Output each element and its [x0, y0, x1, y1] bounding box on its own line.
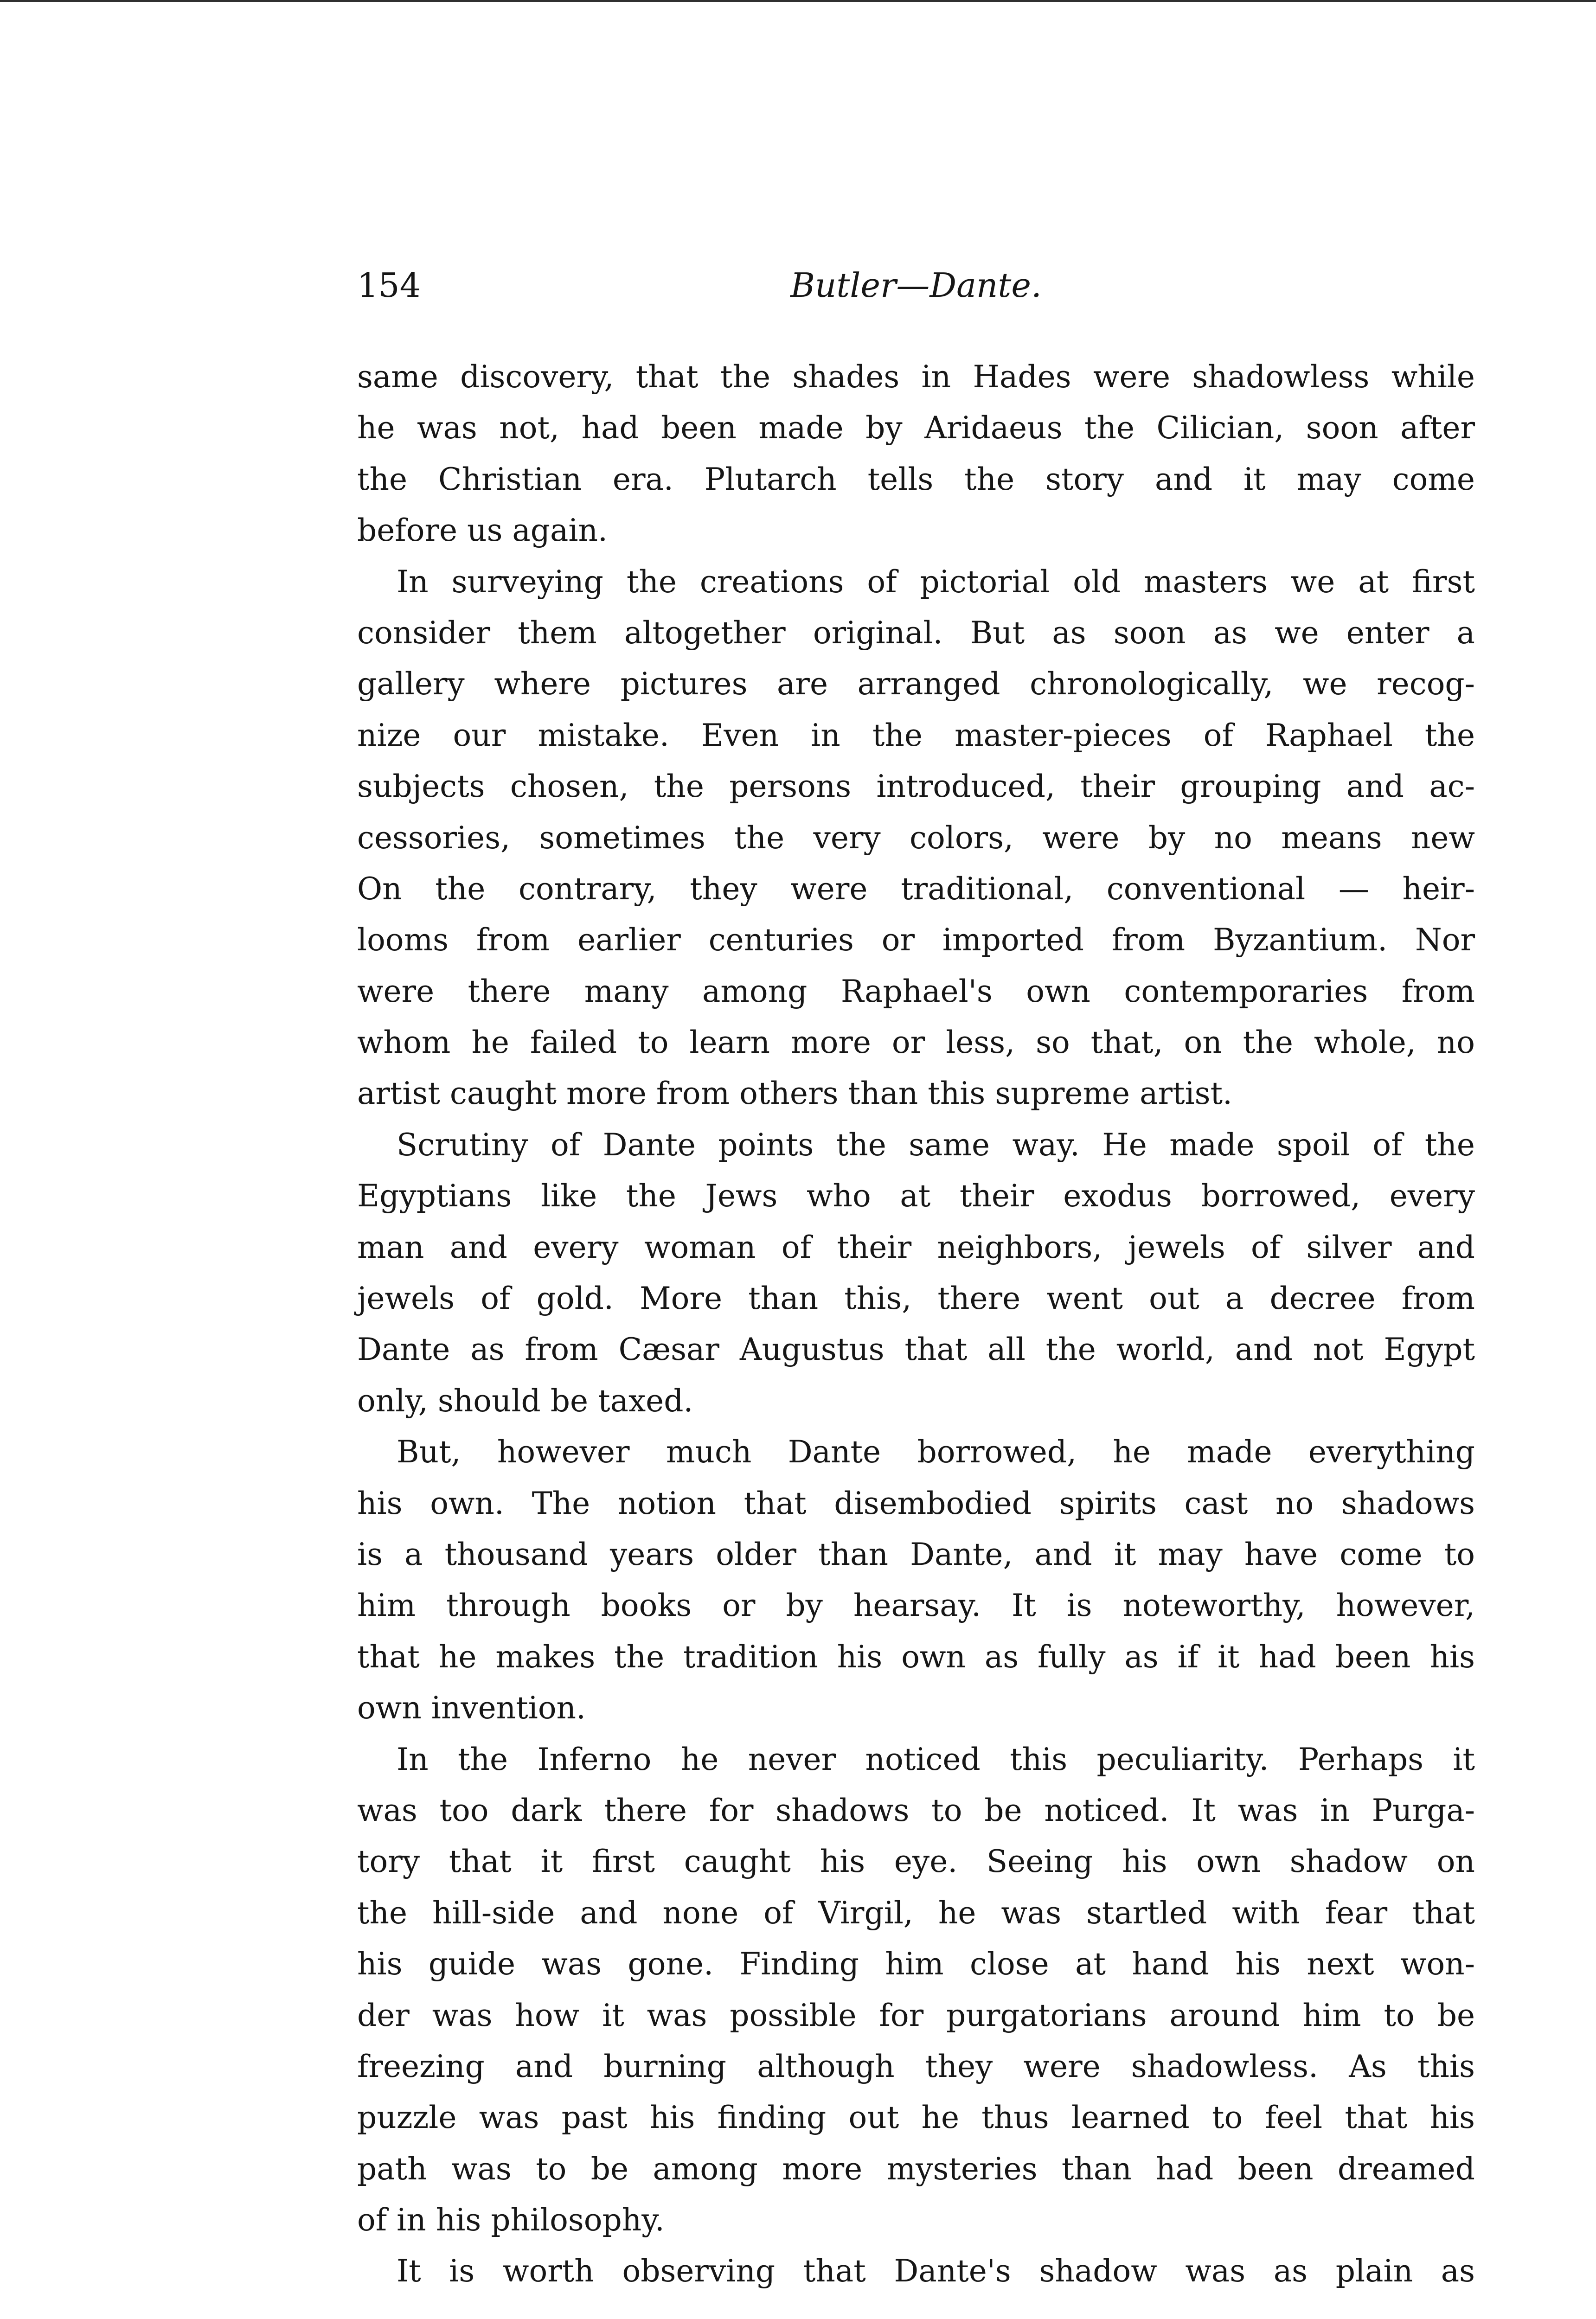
text-line: On the contrary, they were traditional, conventional — heir- — [357, 871, 1475, 907]
text-line: Egyptians like the Jews who at their exodus borrowed, every — [357, 1178, 1475, 1214]
text-line: der was how it was possible for purgatorians around him to be — [357, 1997, 1475, 2033]
text-line: puzzle was past his finding out he thus learned to feel that his — [357, 2100, 1475, 2136]
text-line: own invention. — [357, 1690, 586, 1726]
text-line: of in his philosophy. — [357, 2202, 665, 2238]
text-line: that he makes the tradition his own as fully as if it had been his — [357, 1639, 1475, 1675]
text-line: In the Inferno he never noticed this peculiarity. Perhaps it — [397, 1741, 1475, 1777]
running-title: Butler—Dante. — [790, 266, 1042, 305]
text-line: were there many among Raphael's own contemporaries from — [357, 973, 1475, 1009]
text-line: the Christian era. Plutarch tells the story and it may come — [357, 461, 1475, 497]
text-line: path was to be among more mysteries than had been dreamed — [357, 2151, 1475, 2187]
text-line: It is worth observing that Dante's shadow was as plain as — [397, 2253, 1475, 2289]
text-line: him through books or by hearsay. It is noteworthy, however, — [357, 1588, 1475, 1624]
text-line: man and every woman of their neighbors, jewels of silver and — [357, 1229, 1475, 1265]
text-line: In surveying the creations of pictorial old masters we at first — [397, 564, 1475, 600]
text-line: tory that it first caught his eye. Seeing his own shadow on — [357, 1844, 1475, 1880]
text-line: gallery where pictures are arranged chronologically, we recog- — [357, 666, 1475, 702]
text-line: But, however much Dante borrowed, he made everything — [397, 1434, 1475, 1470]
text-line: his guide was gone. Finding him close at hand his next won- — [357, 1946, 1475, 1982]
text-line: looms from earlier centuries or imported from Byzantium. Nor — [357, 922, 1475, 958]
text-line: nize our mistake. Even in the master-pieces of Raphael the — [357, 717, 1475, 753]
text-line: jewels of gold. More than this, there went out a decree from — [357, 1281, 1475, 1317]
text-line: before us again. — [357, 512, 608, 549]
text-line: same discovery, that the shades in Hades were shadowless while — [357, 359, 1475, 395]
text-line: his own. The notion that disembodied spirits cast no shadows — [357, 1485, 1475, 1521]
text-line: freezing and burning although they were shadowless. As this — [357, 2048, 1475, 2084]
text-line: he was not, had been made by Aridaeus the Cilician, soon after — [357, 410, 1475, 446]
text-line: subjects chosen, the persons introduced, their grouping and ac- — [357, 769, 1475, 805]
page-number: 154 — [357, 266, 421, 305]
text-line: the hill-side and none of Virgil, he was startled with fear that — [357, 1895, 1475, 1931]
text-line: artist caught more from others than this supreme artist. — [357, 1076, 1232, 1112]
text-line: was too dark there for shadows to be noticed. It was in Purga- — [357, 1792, 1475, 1828]
text-line: whom he failed to learn more or less, so that, on the whole, no — [357, 1025, 1475, 1061]
page-header — [357, 260, 1475, 311]
text-line: cessories, sometimes the very colors, were by no means new — [357, 820, 1475, 856]
text-line: is a thousand years older than Dante, and it may have come to — [357, 1536, 1475, 1572]
text-line: consider them altogether original. But as soon as we enter a — [357, 615, 1475, 651]
body-text — [357, 352, 1475, 2297]
text-line: only, should be taxed. — [357, 1383, 693, 1419]
text-line: Scrutiny of Dante points the same way. He made spoil of the — [397, 1127, 1475, 1163]
text-line: Dante as from Cæsar Augustus that all the world, and not Egypt — [357, 1332, 1475, 1368]
